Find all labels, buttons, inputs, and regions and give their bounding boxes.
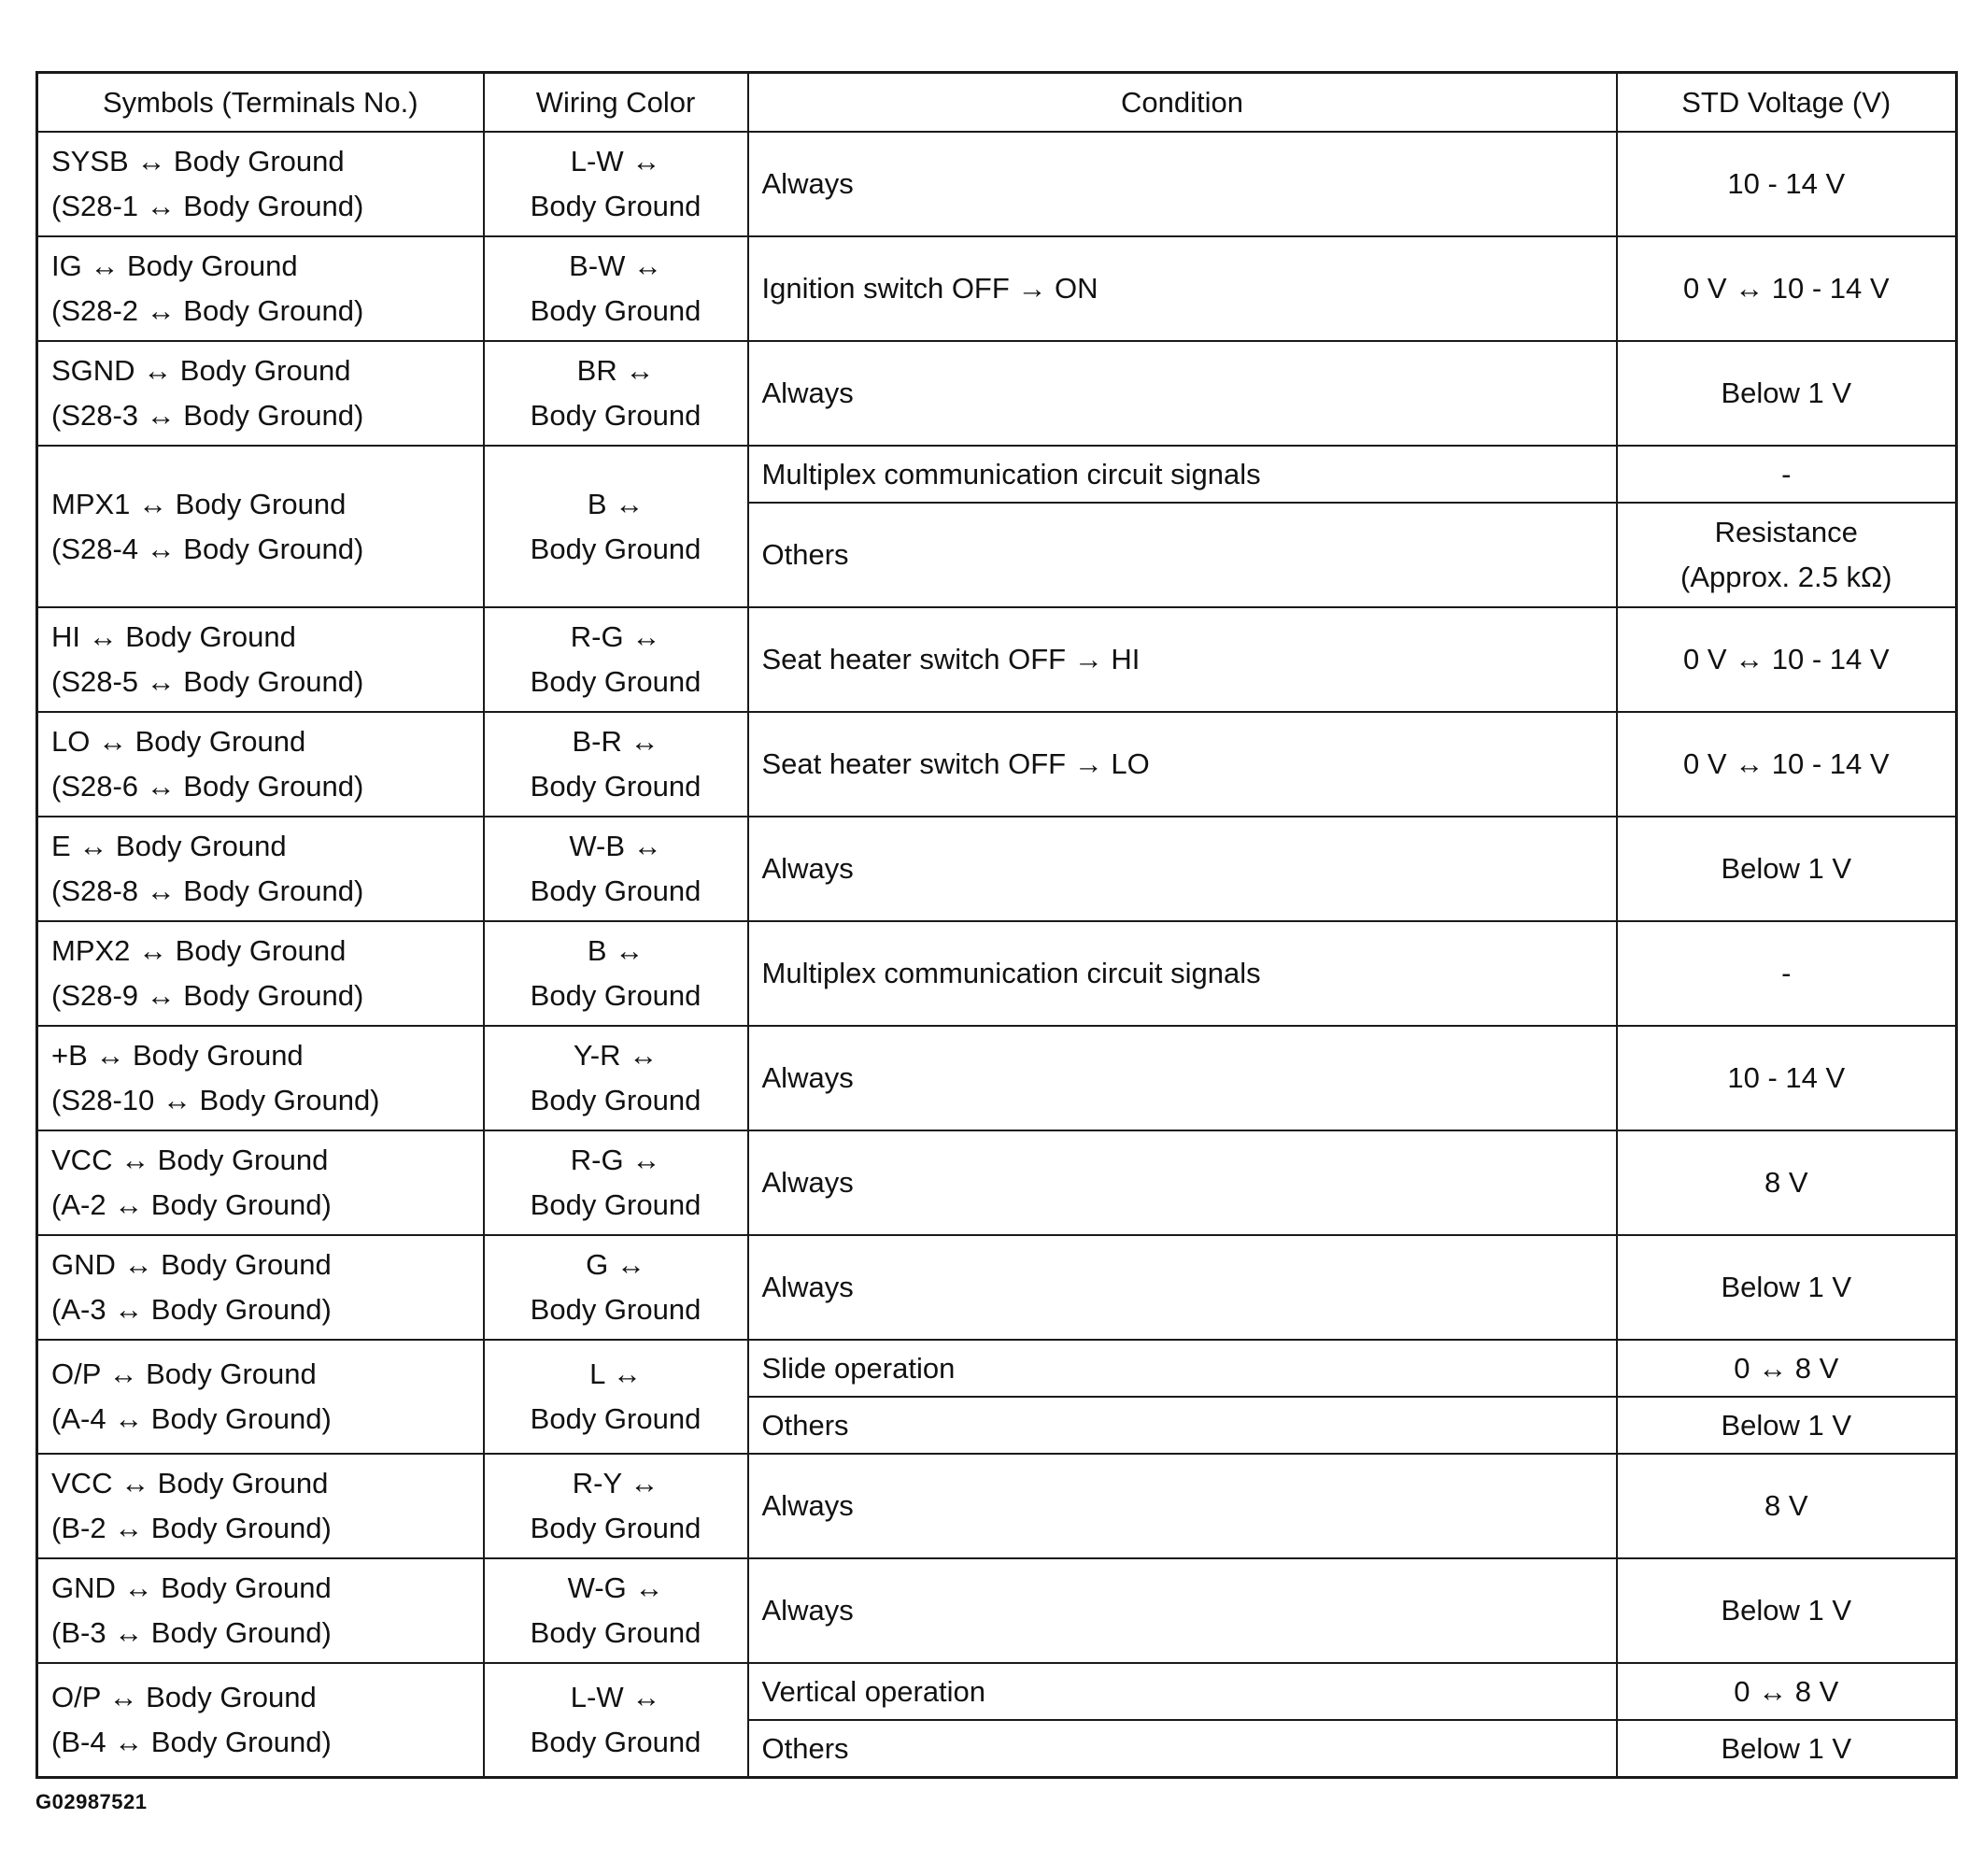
symbol-terminal: +B ↔ Body Ground	[51, 1039, 304, 1072]
wiring-color-cell	[484, 921, 748, 1026]
wiring-color: R-Y ↔	[572, 1467, 659, 1499]
wiring-color-cell	[484, 1558, 748, 1663]
wiring-color: L ↔	[589, 1357, 642, 1390]
symbol-terminal: O/P ↔ Body Ground	[51, 1357, 317, 1390]
wiring-color-cell	[484, 1130, 748, 1235]
condition-cell: Multiplex communication circuit signals	[748, 446, 1617, 503]
wiring-color: R-G ↔	[570, 1144, 661, 1176]
symbol-connector-pin: (A-2 ↔ Body Ground)	[51, 1188, 332, 1221]
symbol-connector-pin: (S28-8 ↔ Body Ground)	[51, 874, 364, 907]
std-voltage-cell: -	[1617, 921, 1957, 1026]
table-row	[37, 1558, 1957, 1663]
symbol-cell	[37, 236, 484, 341]
wiring-ground: Body Ground	[530, 1726, 701, 1758]
wiring-color-cell	[484, 132, 748, 236]
symbol-connector-pin: (B-2 ↔ Body Ground)	[51, 1512, 332, 1544]
symbol-terminal: IG ↔ Body Ground	[51, 249, 298, 282]
condition-cell: Always	[748, 1454, 1617, 1558]
symbol-cell	[37, 132, 484, 236]
symbol-connector-pin: (S28-4 ↔ Body Ground)	[51, 532, 364, 565]
wiring-color: R-G ↔	[570, 620, 661, 653]
wiring-ground: Body Ground	[530, 1616, 701, 1649]
table-row	[37, 1130, 1957, 1235]
condition-cell: Seat heater switch OFF → HI	[748, 607, 1617, 712]
condition-cell: Multiplex communication circuit signals	[748, 921, 1617, 1026]
header-std-voltage: STD Voltage (V)	[1617, 73, 1957, 133]
wiring-color-cell	[484, 1340, 748, 1454]
wiring-ground: Body Ground	[530, 294, 701, 327]
symbol-terminal: SGND ↔ Body Ground	[51, 354, 351, 387]
symbol-terminal: VCC ↔ Body Ground	[51, 1467, 329, 1499]
condition-cell: Seat heater switch OFF → LO	[748, 712, 1617, 817]
wiring-ground: Body Ground	[530, 979, 701, 1012]
wiring-color-cell	[484, 712, 748, 817]
table-row	[37, 1026, 1957, 1130]
wiring-ground: Body Ground	[530, 874, 701, 907]
symbol-cell	[37, 1130, 484, 1235]
std-voltage-cell: 0 V ↔ 10 - 14 V	[1617, 607, 1957, 712]
wiring-color: L-W ↔	[570, 145, 661, 178]
symbol-cell	[37, 1026, 484, 1130]
std-voltage-cell: -	[1617, 446, 1957, 503]
symbol-terminal: GND ↔ Body Ground	[51, 1248, 332, 1281]
symbol-cell	[37, 817, 484, 921]
std-voltage-value: Resistance	[1714, 516, 1858, 548]
symbol-terminal: VCC ↔ Body Ground	[51, 1144, 329, 1176]
symbol-cell	[37, 1454, 484, 1558]
wiring-color-cell	[484, 1235, 748, 1340]
wiring-ground: Body Ground	[530, 665, 701, 698]
wiring-ground: Body Ground	[530, 770, 701, 803]
condition-cell: Always	[748, 817, 1617, 921]
symbol-connector-pin: (S28-9 ↔ Body Ground)	[51, 979, 364, 1012]
table-row	[37, 607, 1957, 712]
wiring-color: W-G ↔	[567, 1571, 664, 1604]
table-row	[37, 341, 1957, 446]
wiring-color: G ↔	[586, 1248, 645, 1281]
table-body	[37, 132, 1957, 1778]
std-voltage-cell: 0 V ↔ 10 - 14 V	[1617, 236, 1957, 341]
wiring-color-cell	[484, 446, 748, 607]
table-row	[37, 921, 1957, 1026]
std-voltage-cell: 0 ↔ 8 V	[1617, 1340, 1957, 1397]
header-condition: Condition	[748, 73, 1617, 133]
condition-cell: Slide operation	[748, 1340, 1617, 1397]
symbol-connector-pin: (S28-6 ↔ Body Ground)	[51, 770, 364, 803]
condition-cell: Others	[748, 1720, 1617, 1778]
wiring-ground: Body Ground	[530, 1084, 701, 1116]
table-row	[37, 1663, 1957, 1720]
symbol-cell	[37, 1558, 484, 1663]
symbol-connector-pin: (B-3 ↔ Body Ground)	[51, 1616, 332, 1649]
wiring-color: B-R ↔	[572, 725, 659, 758]
std-voltage-cell: 8 V	[1617, 1130, 1957, 1235]
header-symbols: Symbols (Terminals No.)	[37, 73, 484, 133]
condition-cell: Always	[748, 1130, 1617, 1235]
std-voltage-cell: 0 ↔ 8 V	[1617, 1663, 1957, 1720]
symbol-terminal: GND ↔ Body Ground	[51, 1571, 332, 1604]
wiring-color-cell	[484, 1454, 748, 1558]
condition-cell: Ignition switch OFF → ON	[748, 236, 1617, 341]
wiring-color-cell	[484, 1026, 748, 1130]
wiring-color-cell	[484, 817, 748, 921]
condition-cell: Always	[748, 1026, 1617, 1130]
std-voltage-cell: Below 1 V	[1617, 1558, 1957, 1663]
condition-cell: Others	[748, 503, 1617, 607]
symbol-connector-pin: (A-4 ↔ Body Ground)	[51, 1402, 332, 1435]
wiring-color: W-B ↔	[569, 830, 662, 862]
std-voltage-cell: 10 - 14 V	[1617, 132, 1957, 236]
wiring-color: L-W ↔	[570, 1681, 661, 1713]
std-voltage-cell: 0 V ↔ 10 - 14 V	[1617, 712, 1957, 817]
terminal-voltage-table	[35, 71, 1958, 1779]
wiring-color-cell	[484, 236, 748, 341]
table-row	[37, 1454, 1957, 1558]
wiring-color: B-W ↔	[569, 249, 662, 282]
symbol-terminal: E ↔ Body Ground	[51, 830, 287, 862]
wiring-ground: Body Ground	[530, 1512, 701, 1544]
symbol-connector-pin: (S28-1 ↔ Body Ground)	[51, 190, 364, 222]
wiring-color-cell	[484, 341, 748, 446]
wiring-ground: Body Ground	[530, 1188, 701, 1221]
std-voltage-cell: Below 1 V	[1617, 1720, 1957, 1778]
std-voltage-cell: Below 1 V	[1617, 817, 1957, 921]
condition-cell: Always	[748, 1558, 1617, 1663]
wiring-ground: Body Ground	[530, 1402, 701, 1435]
std-voltage-cell: Below 1 V	[1617, 1235, 1957, 1340]
wiring-color-cell	[484, 607, 748, 712]
symbol-connector-pin: (B-4 ↔ Body Ground)	[51, 1726, 332, 1758]
symbol-cell	[37, 712, 484, 817]
std-voltage-cell: 10 - 14 V	[1617, 1026, 1957, 1130]
figure-id: G02987521	[35, 1790, 148, 1813]
header-wiring-color: Wiring Color	[484, 73, 748, 133]
std-voltage-cell	[1617, 503, 1957, 607]
std-voltage-cell: Below 1 V	[1617, 1397, 1957, 1454]
std-voltage-cell: Below 1 V	[1617, 341, 1957, 446]
std-voltage-note: (Approx. 2.5 kΩ)	[1680, 561, 1892, 593]
condition-cell: Always	[748, 341, 1617, 446]
symbol-connector-pin: (S28-3 ↔ Body Ground)	[51, 399, 364, 432]
symbol-connector-pin: (S28-10 ↔ Body Ground)	[51, 1084, 380, 1116]
symbol-cell	[37, 446, 484, 607]
symbol-terminal: SYSB ↔ Body Ground	[51, 145, 345, 178]
std-voltage-cell: 8 V	[1617, 1454, 1957, 1558]
table-row	[37, 712, 1957, 817]
wiring-ground: Body Ground	[530, 1293, 701, 1326]
symbol-cell	[37, 341, 484, 446]
wiring-ground: Body Ground	[530, 190, 701, 222]
symbol-terminal: HI ↔ Body Ground	[51, 620, 296, 653]
symbol-terminal: MPX1 ↔ Body Ground	[51, 487, 347, 520]
symbol-connector-pin: (S28-2 ↔ Body Ground)	[51, 294, 364, 327]
condition-cell: Others	[748, 1397, 1617, 1454]
table-row	[37, 446, 1957, 503]
table-row	[37, 817, 1957, 921]
symbol-terminal: O/P ↔ Body Ground	[51, 1681, 317, 1713]
table-row	[37, 132, 1957, 236]
symbol-cell	[37, 1340, 484, 1454]
symbol-cell	[37, 1235, 484, 1340]
symbol-terminal: MPX2 ↔ Body Ground	[51, 934, 347, 967]
symbol-connector-pin: (A-3 ↔ Body Ground)	[51, 1293, 332, 1326]
condition-cell: Always	[748, 132, 1617, 236]
wiring-color: B ↔	[587, 487, 645, 520]
wiring-color-cell	[484, 1663, 748, 1778]
symbol-cell	[37, 607, 484, 712]
wiring-color: B ↔	[587, 934, 645, 967]
wiring-color: BR ↔	[576, 354, 655, 387]
table-row	[37, 1340, 1957, 1397]
wiring-ground: Body Ground	[530, 399, 701, 432]
condition-cell: Vertical operation	[748, 1663, 1617, 1720]
wiring-ground: Body Ground	[530, 532, 701, 565]
header-row	[37, 73, 1957, 133]
symbol-cell	[37, 921, 484, 1026]
wiring-color: Y-R ↔	[573, 1039, 659, 1072]
table-row	[37, 236, 1957, 341]
symbol-connector-pin: (S28-5 ↔ Body Ground)	[51, 665, 364, 698]
table-row	[37, 1235, 1957, 1340]
symbol-cell	[37, 1663, 484, 1778]
condition-cell: Always	[748, 1235, 1617, 1340]
symbol-terminal: LO ↔ Body Ground	[51, 725, 306, 758]
